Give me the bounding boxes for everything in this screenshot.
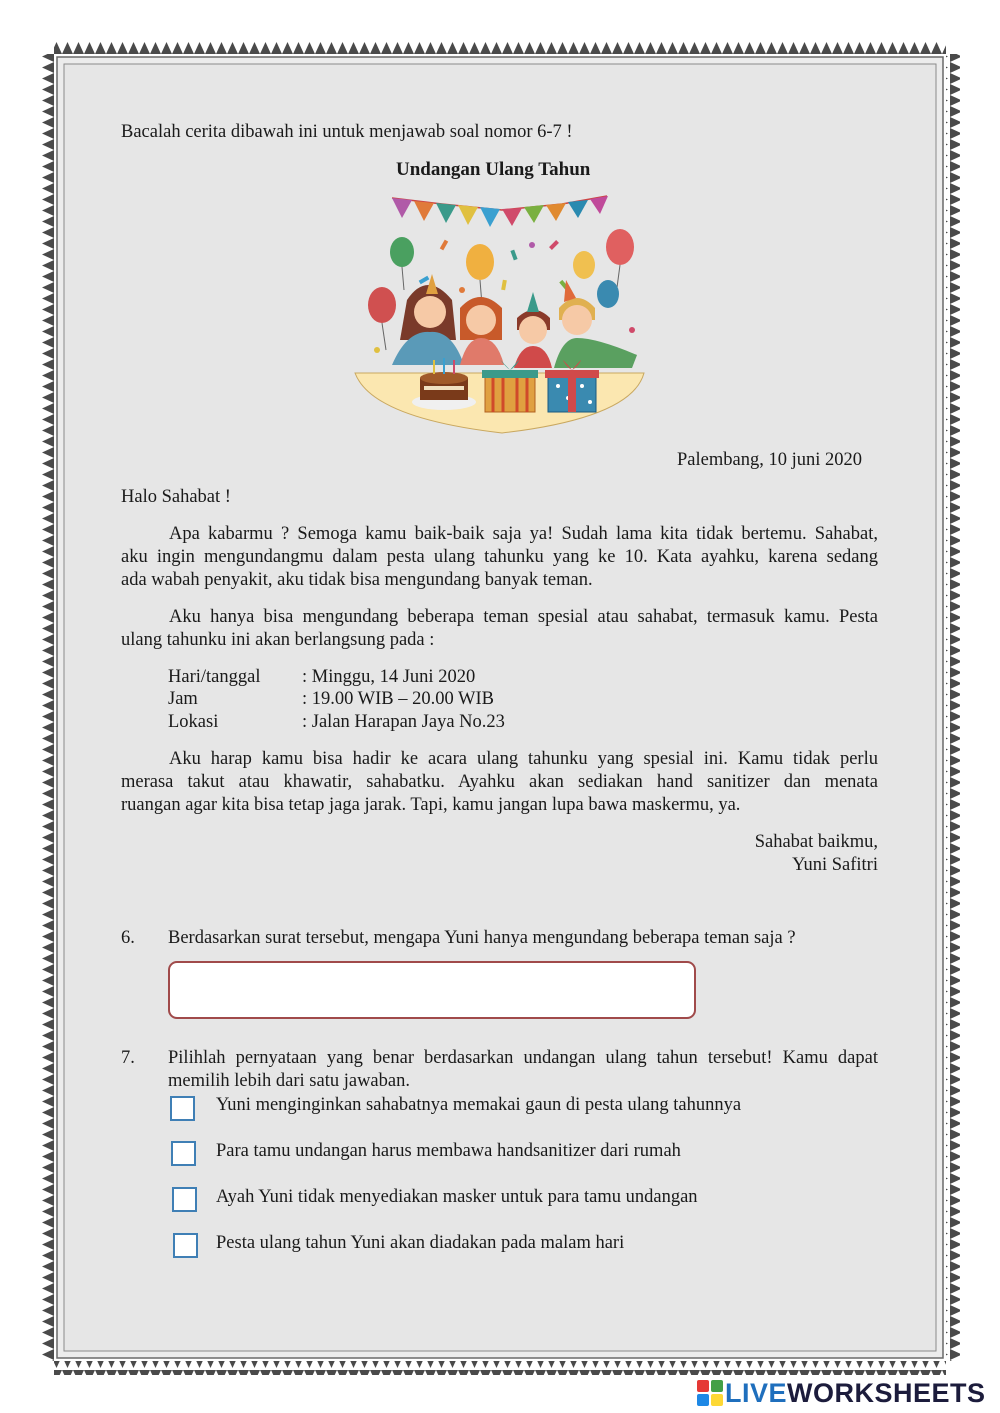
letter-title: Undangan Ulang Tahun bbox=[396, 159, 591, 180]
liveworksheets-logo[interactable] bbox=[697, 1378, 986, 1408]
question-7-text: Pilihlah pernyataan yang benar berdasarkan undangan ulang tahun tersebut! Kamu dapat bbox=[168, 1048, 878, 1068]
birthday-party-illustration bbox=[352, 190, 652, 438]
brand-prefix: LIVE bbox=[725, 1377, 788, 1408]
paragraph-line: ulang tahunku ini akan berlangsung pada : bbox=[121, 630, 435, 650]
paragraph-line: Aku hanya bisa mengundang beberapa teman spesial atau sahabat, termasuk kamu. Pesta bbox=[169, 607, 878, 627]
option-label-3: Ayah Yuni tidak menyediakan masker untuk para tamu undangan bbox=[216, 1187, 698, 1207]
question-6-text: Berdasarkan surat tersebut, mengapa Yuni hanya mengundang beberapa teman saja ? bbox=[168, 928, 796, 948]
option-checkbox-4[interactable] bbox=[173, 1233, 198, 1258]
question-6-number: 6. bbox=[121, 928, 135, 948]
letter-signature: Yuni Safitri bbox=[792, 855, 878, 875]
detail-value: : 19.00 WIB – 20.00 WIB bbox=[302, 689, 495, 709]
detail-label: Jam bbox=[168, 689, 198, 709]
question-6-answer-input[interactable] bbox=[168, 961, 696, 1019]
paragraph-line: Aku harap kamu bisa hadir ke acara ulang tahunku yang spesial ini. Kamu tidak perlu bbox=[169, 749, 878, 769]
letter-greeting: Halo Sahabat ! bbox=[121, 487, 231, 507]
instruction-text: Bacalah cerita dibawah ini untuk menjawab soal nomor 6-7 ! bbox=[121, 122, 573, 142]
letter-place-date: Palembang, 10 juni 2020 bbox=[677, 450, 862, 470]
option-label-1: Yuni menginginkan sahabatnya memakai gaun di pesta ulang tahunnya bbox=[216, 1095, 742, 1115]
paragraph-line: merasa takut atau khawatir, sahabatku. Ayahku akan sediakan hand sanitizer dan menata bbox=[121, 772, 878, 792]
brand-suffix: WORKSHEETS bbox=[787, 1377, 986, 1408]
letter-paragraph-1 bbox=[121, 523, 878, 592]
option-checkbox-2[interactable] bbox=[171, 1141, 196, 1166]
letter-paragraph-3 bbox=[121, 748, 878, 817]
letter-paragraph-2 bbox=[121, 606, 878, 652]
liveworksheets-wordmark bbox=[725, 1378, 986, 1409]
letter-closing: Sahabat baikmu, bbox=[754, 832, 878, 852]
option-label-4: Pesta ulang tahun Yuni akan diadakan pada malam hari bbox=[216, 1233, 625, 1253]
option-label-2: Para tamu undangan harus membawa handsanitizer dari rumah bbox=[216, 1141, 681, 1161]
paragraph-line: aku ingin mengundangmu dalam pesta ulang tahunku yang ke 10. Kata ayahku, karena sedang bbox=[121, 547, 878, 567]
detail-label: Hari/tanggal bbox=[168, 667, 261, 687]
paragraph-line: Apa kabarmu ? Semoga kamu baik-baik saja ya! Sudah lama kita tidak bertemu. Sahabat, bbox=[169, 524, 878, 544]
liveworksheets-icon bbox=[697, 1380, 723, 1406]
detail-value: : Minggu, 14 Juni 2020 bbox=[302, 667, 476, 687]
option-checkbox-1[interactable] bbox=[170, 1096, 195, 1121]
question-7-text-line2: memilih lebih dari satu jawaban. bbox=[168, 1071, 410, 1091]
paragraph-line: ruangan agar kita bisa tetap jaga jarak. Tapi, kamu jangan lupa bawa maskermu, ya. bbox=[121, 795, 741, 815]
paragraph-line: ada wabah penyakit, aku tidak bisa mengundang banyak teman. bbox=[121, 570, 593, 590]
question-7-number: 7. bbox=[121, 1048, 135, 1068]
option-checkbox-3[interactable] bbox=[172, 1187, 197, 1212]
detail-label: Lokasi bbox=[168, 712, 219, 732]
detail-value: : Jalan Harapan Jaya No.23 bbox=[302, 712, 505, 732]
